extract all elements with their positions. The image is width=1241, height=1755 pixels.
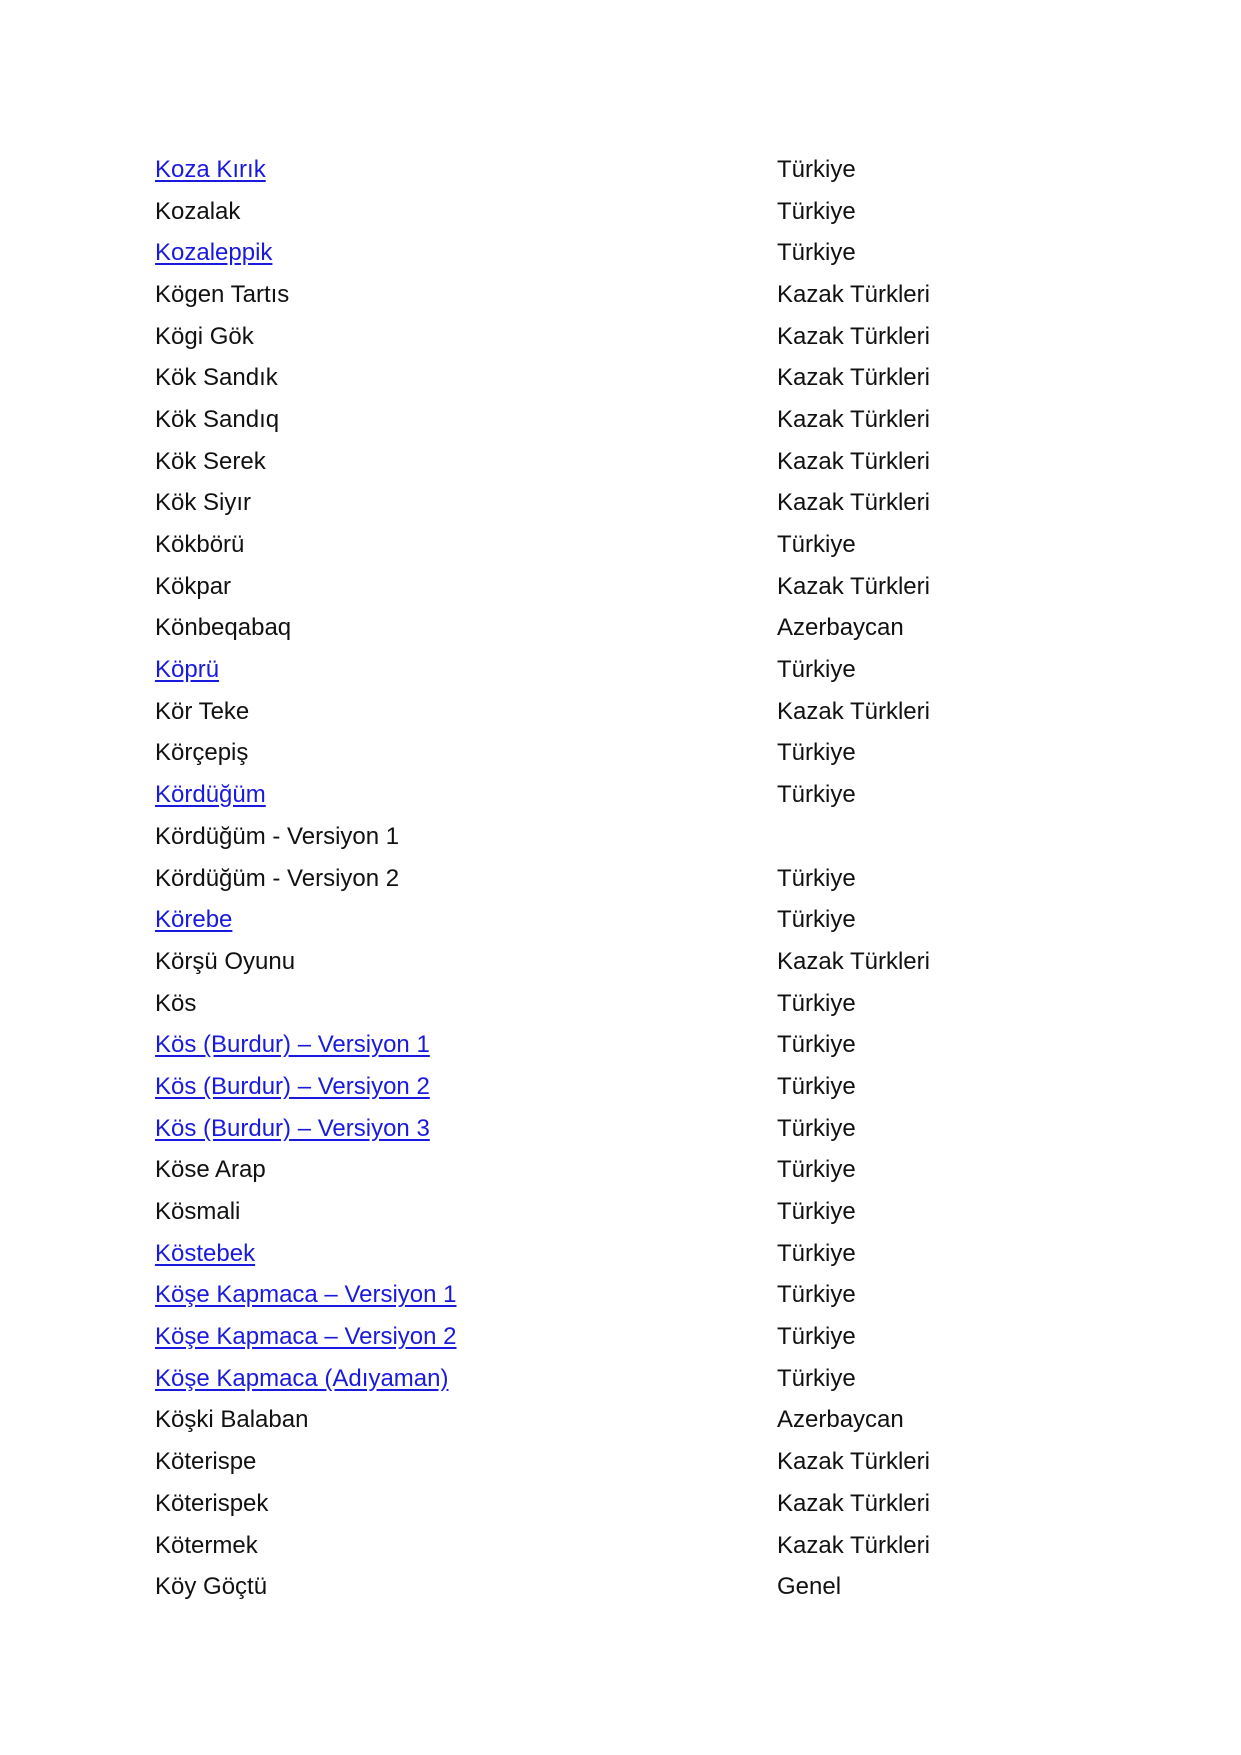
table-row	[155, 399, 1055, 441]
game-origin: Türkiye	[777, 1156, 856, 1184]
game-origin: Türkiye	[777, 1239, 856, 1267]
game-name: Kök Sandık	[155, 364, 278, 392]
table-row	[155, 1191, 1055, 1233]
game-origin: Kazak Türkleri	[777, 280, 930, 308]
table-row	[155, 1024, 1055, 1066]
table-row	[155, 941, 1055, 983]
table-row	[155, 608, 1055, 650]
game-origin: Türkiye	[777, 1323, 856, 1351]
table-row	[155, 858, 1055, 900]
game-origin: Kazak Türkleri	[777, 1448, 930, 1476]
game-name: Kökbörü	[155, 531, 245, 559]
game-origin: Kazak Türkleri	[777, 364, 930, 392]
game-origin: Türkiye	[777, 1281, 856, 1309]
table-row	[155, 232, 1055, 274]
game-name: Könbeqabaq	[155, 614, 292, 642]
table-row	[155, 1566, 1055, 1608]
table-row	[155, 566, 1055, 608]
table-row	[155, 357, 1055, 399]
game-origin: Türkiye	[777, 197, 856, 225]
game-name-link[interactable]: Kozaleppik	[155, 239, 273, 267]
games-list	[155, 149, 1055, 1608]
game-origin: Türkiye	[777, 1364, 856, 1392]
table-row	[155, 1483, 1055, 1525]
game-origin: Kazak Türkleri	[777, 322, 930, 350]
game-name-link[interactable]: Köprü	[155, 656, 220, 684]
game-origin: Türkiye	[777, 1114, 856, 1142]
game-origin: Kazak Türkleri	[777, 447, 930, 475]
game-origin: Azerbaycan	[777, 1406, 904, 1434]
table-row	[155, 1400, 1055, 1442]
game-name: Köse Arap	[155, 1156, 266, 1184]
game-name: Köy Göçtü	[155, 1573, 268, 1601]
game-origin: Türkiye	[777, 989, 856, 1017]
table-row	[155, 483, 1055, 525]
table-row	[155, 983, 1055, 1025]
game-name-link[interactable]: Kördüğüm	[155, 781, 266, 809]
table-row	[155, 524, 1055, 566]
game-origin: Türkiye	[777, 656, 856, 684]
table-row	[155, 774, 1055, 816]
game-name-link[interactable]: Köşe Kapmaca – Versiyon 1	[155, 1281, 457, 1309]
game-origin: Türkiye	[777, 1198, 856, 1226]
game-name: Kösmali	[155, 1198, 241, 1226]
table-row	[155, 1358, 1055, 1400]
game-origin: Türkiye	[777, 531, 856, 559]
game-origin: Kazak Türkleri	[777, 697, 930, 725]
game-name-link[interactable]: Kös (Burdur) – Versiyon 1	[155, 1031, 430, 1059]
game-name: Kös	[155, 989, 197, 1017]
table-row	[155, 274, 1055, 316]
game-name: Körşü Oyunu	[155, 947, 296, 975]
table-row	[155, 316, 1055, 358]
table-row	[155, 1275, 1055, 1317]
game-origin: Türkiye	[777, 781, 856, 809]
game-origin: Kazak Türkleri	[777, 405, 930, 433]
game-origin: Kazak Türkleri	[777, 947, 930, 975]
game-name-link[interactable]: Körebe	[155, 906, 233, 934]
game-name-link[interactable]: Kös (Burdur) – Versiyon 2	[155, 1072, 430, 1100]
game-name: Köşki Balaban	[155, 1406, 309, 1434]
game-origin: Türkiye	[777, 155, 856, 183]
game-name: Kör Teke	[155, 697, 250, 725]
game-origin: Kazak Türkleri	[777, 1489, 930, 1517]
game-name: Kozalak	[155, 197, 241, 225]
game-name-link[interactable]: Köşe Kapmaca – Versiyon 2	[155, 1323, 457, 1351]
game-name-link[interactable]: Kös (Burdur) – Versiyon 3	[155, 1114, 430, 1142]
game-origin: Azerbaycan	[777, 614, 904, 642]
table-row	[155, 691, 1055, 733]
game-name-link[interactable]: Köstebek	[155, 1239, 256, 1267]
game-origin: Türkiye	[777, 864, 856, 892]
table-row	[155, 1066, 1055, 1108]
game-origin: Türkiye	[777, 1031, 856, 1059]
game-origin: Türkiye	[777, 906, 856, 934]
game-name: Köterispe	[155, 1448, 257, 1476]
game-name: Kök Serek	[155, 447, 266, 475]
game-origin: Kazak Türkleri	[777, 1531, 930, 1559]
table-row	[155, 149, 1055, 191]
game-name: Kökpar	[155, 572, 232, 600]
table-row	[155, 1525, 1055, 1567]
game-name: Kök Siyır	[155, 489, 252, 517]
game-name: Kördüğüm - Versiyon 2	[155, 864, 400, 892]
game-origin: Türkiye	[777, 239, 856, 267]
table-row	[155, 1316, 1055, 1358]
game-name: Kögi Gök	[155, 322, 254, 350]
table-row	[155, 1150, 1055, 1192]
table-row	[155, 816, 1055, 858]
game-name: Kök Sandıq	[155, 405, 280, 433]
game-origin: Kazak Türkleri	[777, 572, 930, 600]
table-row	[155, 441, 1055, 483]
table-row	[155, 191, 1055, 233]
table-row	[155, 733, 1055, 775]
table-row	[155, 1108, 1055, 1150]
game-origin: Genel	[777, 1573, 842, 1601]
game-origin: Türkiye	[777, 739, 856, 767]
table-row	[155, 899, 1055, 941]
game-name: Kögen Tartıs	[155, 280, 290, 308]
game-origin: Kazak Türkleri	[777, 489, 930, 517]
table-row	[155, 1233, 1055, 1275]
game-name: Köterispek	[155, 1489, 269, 1517]
table-row	[155, 1441, 1055, 1483]
game-name-link[interactable]: Koza Kırık	[155, 155, 266, 183]
game-name: Kördüğüm - Versiyon 1	[155, 822, 400, 850]
game-name-link[interactable]: Köşe Kapmaca (Adıyaman)	[155, 1364, 449, 1392]
game-name: Kötermek	[155, 1531, 258, 1559]
game-origin: Türkiye	[777, 1072, 856, 1100]
game-name: Körçepiş	[155, 739, 249, 767]
table-row	[155, 649, 1055, 691]
